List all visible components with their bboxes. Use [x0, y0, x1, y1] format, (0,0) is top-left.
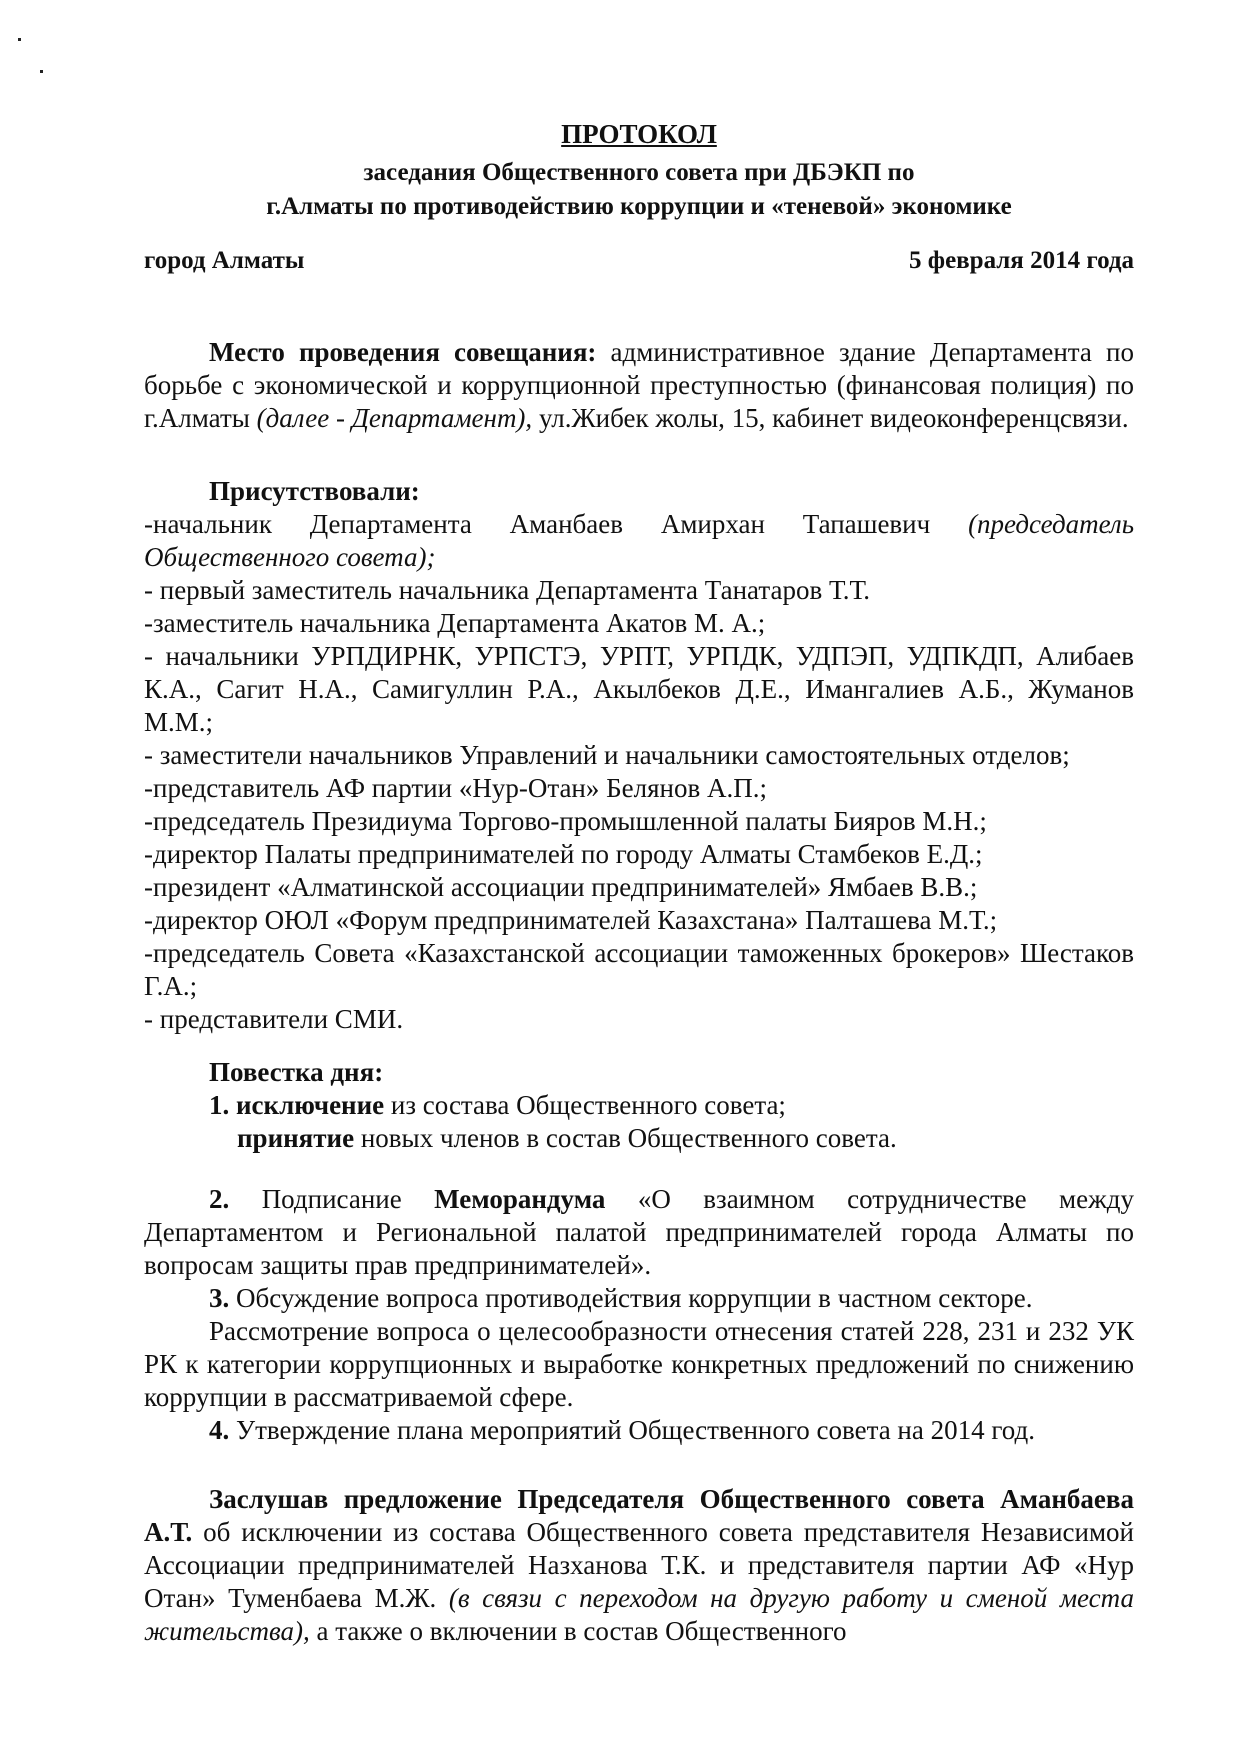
- attendee-item: -представитель АФ партии «Нур-Отан» Белянов А.П.;: [144, 773, 767, 803]
- attendee-item: -директор ОЮЛ «Форум предпринимателей Казахстана» Палташева М.Т.;: [144, 905, 998, 935]
- heard-bold: Заслушав предложение Председателя Общественного совета Аманбаева А.Т.: [144, 1484, 1134, 1547]
- agenda-heading: Повестка дня:: [209, 1057, 384, 1087]
- document-body: [144, 118, 1134, 1648]
- attendee-item: - первый заместитель начальника Департамента Танатаров Т.Т.: [144, 575, 871, 605]
- attendee-chairman-text: -начальник Департамента Аманбаев Амирхан Тапашевич: [144, 509, 969, 539]
- meeting-place-italic: (далее - Департамент),: [256, 403, 533, 433]
- heard-italic: (в связи с переходом на другую работу и сменой места жительства),: [144, 1583, 1134, 1646]
- agenda-item-2-keyword: Меморандума: [434, 1184, 606, 1214]
- agenda-item-1b: [144, 1122, 1134, 1155]
- subtitle-line-1: заседания Общественного совета при ДБЭКП по: [363, 159, 915, 186]
- attendee-item: -председатель Президиума Торгово-промышленной палаты Бияров М.Н.;: [144, 806, 987, 836]
- heard-paragraph: [144, 1483, 1134, 1648]
- agenda-item-3-text: Обсуждение вопроса противодействия коррупции в частном секторе.: [229, 1283, 1033, 1313]
- city-date-row: [144, 244, 1134, 278]
- meeting-place: [144, 336, 1134, 435]
- date: 5 февраля 2014 года: [909, 247, 1134, 274]
- agenda-item-1: [144, 1089, 1134, 1122]
- attendee-item: -президент «Алматинской ассоциации предпринимателей» Ямбаев В.В.;: [144, 872, 978, 902]
- agenda-item-1b-text: новых членов в состав Общественного совета.: [354, 1123, 897, 1153]
- agenda-item-4-text: Утверждение плана мероприятий Общественного совета на 2014 год.: [229, 1415, 1035, 1445]
- city: город Алматы: [144, 247, 305, 274]
- agenda-item-4: [144, 1414, 1134, 1447]
- subtitle-line-2: г.Алматы по противодействию коррупции и «теневой» экономике: [266, 193, 1012, 220]
- agenda-item-4-number: 4.: [209, 1415, 230, 1445]
- agenda-item-2-number: 2.: [209, 1184, 230, 1214]
- attendee-item: - заместители начальников Управлений и начальники самостоятельных отделов;: [144, 740, 1070, 770]
- agenda-item-1-keyword: исключение: [236, 1090, 385, 1120]
- heard-text-end: а также о включении в состав Общественного: [309, 1616, 847, 1646]
- meeting-place-text: административное здание Департамента по борьбе с экономической и коррупционной преступностью (финансовая полиция) по г.Алматы: [144, 337, 1134, 433]
- attendee-item: -председатель Совета «Казахстанской ассоциации таможенных брокеров» Шестаков Г.А.;: [144, 938, 1134, 1001]
- agenda-item-1-text: из состава Общественного совета;: [384, 1090, 786, 1120]
- attendee-item: - начальники УРПДИРНК, УРПСТЭ, УРПТ, УРПДК, УДПЭП, УДПКДП, Алибаев К.А., Сагит Н.А., Самигуллин Р.А., Акылбеков Д.Е., Имангалиев А.Б., Жуманов М.М.;: [144, 641, 1134, 737]
- agenda-item-2: [144, 1183, 1134, 1282]
- agenda-item-2-text-a: Подписание: [229, 1184, 435, 1214]
- agenda-item-3-detail: Рассмотрение вопроса о целесообразности отнесения статей 228, 231 и 232 УК РК к категории коррупционных и выработке конкретных предложений по снижению коррупции в рассматриваемой сфере.: [144, 1316, 1134, 1412]
- agenda-item-3-number: 3.: [209, 1283, 230, 1313]
- agenda-item-1b-keyword: принятие: [237, 1123, 355, 1153]
- agenda-item-1-number: 1.: [209, 1090, 230, 1120]
- attendee-item: -директор Палаты предпринимателей по городу Алматы Стамбеков Е.Д.;: [144, 839, 983, 869]
- meeting-place-label: Место проведения совещания:: [209, 337, 597, 367]
- attendee-item: -заместитель начальника Департамента Акатов М. А.;: [144, 608, 766, 638]
- meeting-place-address: ул.Жибек жолы, 15, кабинет видеоконференцсвязи.: [532, 403, 1129, 433]
- attendees-heading: Присутствовали:: [209, 476, 420, 506]
- agenda-item-2-text-b: «О взаимном сотрудничестве между Департаментом и Региональной палатой предпринимателей города Алматы по вопросам защиты прав предпринимателей».: [144, 1184, 1134, 1280]
- heard-text: об исключении из состава Общественного совета представителя Независимой Ассоциации предпринимателей Назханова Т.К. и представителя партии АФ «Нур Отан» Туменбаева М.Ж.: [144, 1517, 1134, 1613]
- document-title: ПРОТОКОЛ: [561, 119, 717, 149]
- attendee-chairman: [144, 508, 1134, 574]
- attendee-chairman-role: (председатель Общественного совета);: [144, 509, 1134, 572]
- attendee-item: - представители СМИ.: [144, 1004, 404, 1034]
- document-subtitle: [144, 156, 1134, 224]
- agenda-item-3: [144, 1282, 1134, 1315]
